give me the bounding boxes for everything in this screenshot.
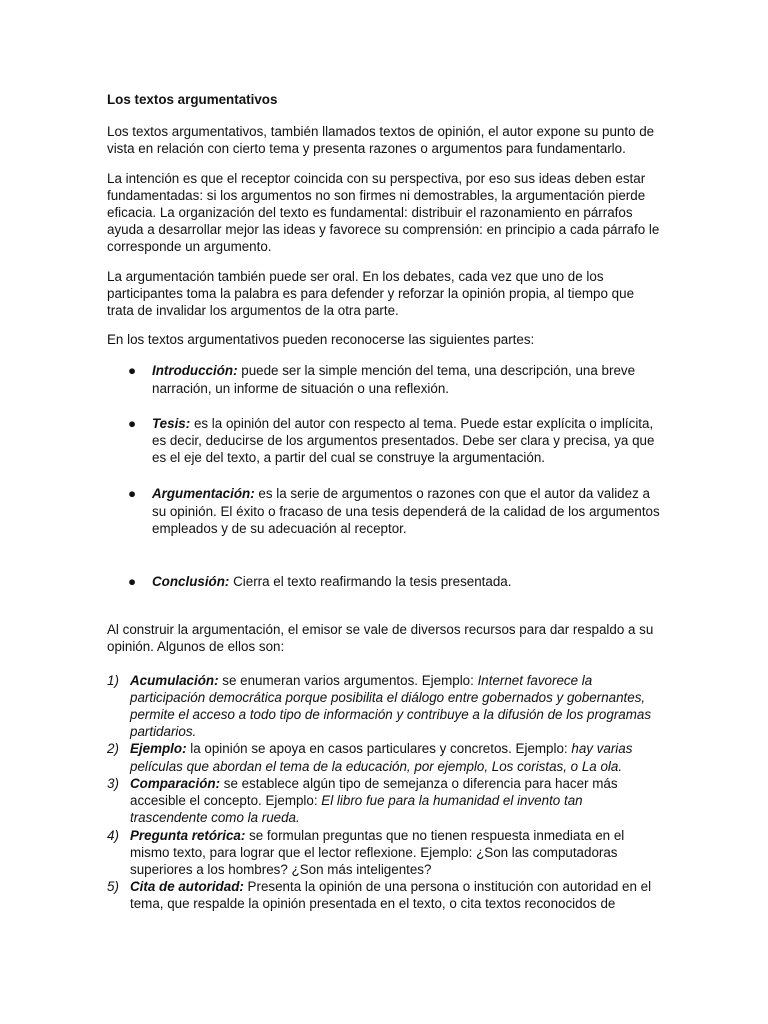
term-label: Ejemplo:: [130, 741, 187, 757]
item-number: 5): [107, 879, 119, 895]
example-text: Internet favorece la participación democrática porque posibilita el diálogo entre gobernados y gobernantes, permite el acceso a todo tipo de información y contribuye a la difusión de los programas partidarios.: [130, 672, 652, 740]
document-page: [107, 91, 663, 913]
list-item-acumulacion: [107, 672, 663, 741]
list-item-ejemplo: [107, 740, 663, 774]
list-item-argumentacion: [107, 485, 663, 537]
term-label: Pregunta retórica:: [130, 827, 246, 843]
list-item-introduccion: [107, 362, 663, 396]
list-item-pregunta-retorica: [107, 827, 663, 879]
list-item-comparacion: [107, 775, 663, 827]
term-description: la opinión se apoya en casos particulares y concretos. Ejemplo:: [186, 741, 572, 757]
bullet-icon: ●: [128, 486, 137, 502]
bullet-icon: ●: [128, 363, 137, 379]
term-description: se formulan preguntas que no tienen respuesta inmediata en el mismo texto, para lograr que el lector reflexione. Ejemplo: ¿Son las computadoras superiores a los hombres? ¿Son más inteligentes?: [130, 827, 625, 877]
term-label: Acumulación:: [130, 672, 219, 688]
term-description: Cierra el texto reafirmando la tesis presentada.: [229, 574, 512, 590]
paragraph-resources-intro: Al construir la argumentación, el emisor se vale de diversos recursos para dar respaldo a su opinión. Algunos de ellos son:: [107, 622, 654, 655]
term-description: se enumeran varios argumentos. Ejemplo:: [218, 672, 478, 688]
document-title: Los textos argumentativos: [107, 92, 278, 107]
term-label: Comparación:: [130, 775, 221, 791]
item-number: 3): [107, 775, 119, 791]
term-description: es la opinión del autor con respecto al tema. Puede estar explícita o implícita, es decir, deducirse de los argumentos presentados. Debe ser clara y precisa, ya que es el eje del texto, a partir del cual se construye la argumentación.: [152, 415, 655, 466]
parts-list: [107, 362, 663, 590]
bullet-icon: ●: [128, 415, 137, 431]
item-number: 1): [107, 672, 119, 688]
list-item-cita-de-autoridad: [107, 878, 663, 912]
example-text: El libro fue para la humanidad el invento tan trascendente como la rueda.: [130, 793, 583, 826]
term-label: Argumentación:: [152, 486, 255, 502]
list-item-tesis: [107, 415, 663, 467]
resources-list: [107, 672, 663, 913]
term-label: Introducción:: [152, 363, 238, 379]
term-label: Tesis:: [152, 415, 191, 431]
term-label: Conclusión:: [152, 574, 230, 590]
paragraph-parts-intro: En los textos argumentativos pueden reconocerse las siguientes partes:: [107, 332, 535, 348]
term-description: se establece algún tipo de semejanza o diferencia para hacer más accesible el concepto. Ejemplo:: [130, 775, 618, 809]
term-label: Cita de autoridad:: [130, 879, 244, 895]
example-text: hay varias películas que abordan el tema de la educación, por ejemplo, Los coristas, o La ola.: [130, 741, 633, 774]
paragraph-intention: La intención es que el receptor coincida con su perspectiva, por eso sus ideas deben estar fundamentadas: si los argumentos no son firmes ni demostrables, la argumentación pierde eficacia. La organización del texto es fundamental: distribuir el razonamiento en párrafos ayuda a desarrollar mejor las ideas y favorece su comprensión: en principio a cada párrafo le corresponde un argumento.: [107, 170, 660, 255]
bullet-icon: ●: [128, 574, 137, 590]
paragraph-oral-argumentation: La argumentación también puede ser oral. En los debates, cada vez que uno de los participantes toma la palabra es para defender y reforzar la opinión propia, al tiempo que trata de invalidar los argumentos de la otra parte.: [107, 268, 635, 319]
item-number: 4): [107, 827, 119, 843]
paragraph-definition: Los textos argumentativos, también llamados textos de opinión, el autor expone su punto de vista en relación con cierto tema y presenta razones o argumentos para fundamentarlo.: [107, 124, 655, 157]
term-description: es la serie de argumentos o razones con que el autor da validez a su opinión. El éxito o fracaso de una tesis dependerá de la calidad de los argumentos empleados y de su adecuación al receptor.: [152, 486, 660, 536]
term-description: puede ser la simple mención del tema, una descripción, una breve narración, un informe de situación o una reflexión.: [152, 363, 636, 396]
item-number: 2): [107, 741, 119, 757]
term-description: Presenta la opinión de una persona o institución con autoridad en el tema, que respalde la opinión presentada en el texto, o cita textos reconocidos de: [130, 879, 652, 912]
list-item-conclusion: [107, 573, 663, 590]
